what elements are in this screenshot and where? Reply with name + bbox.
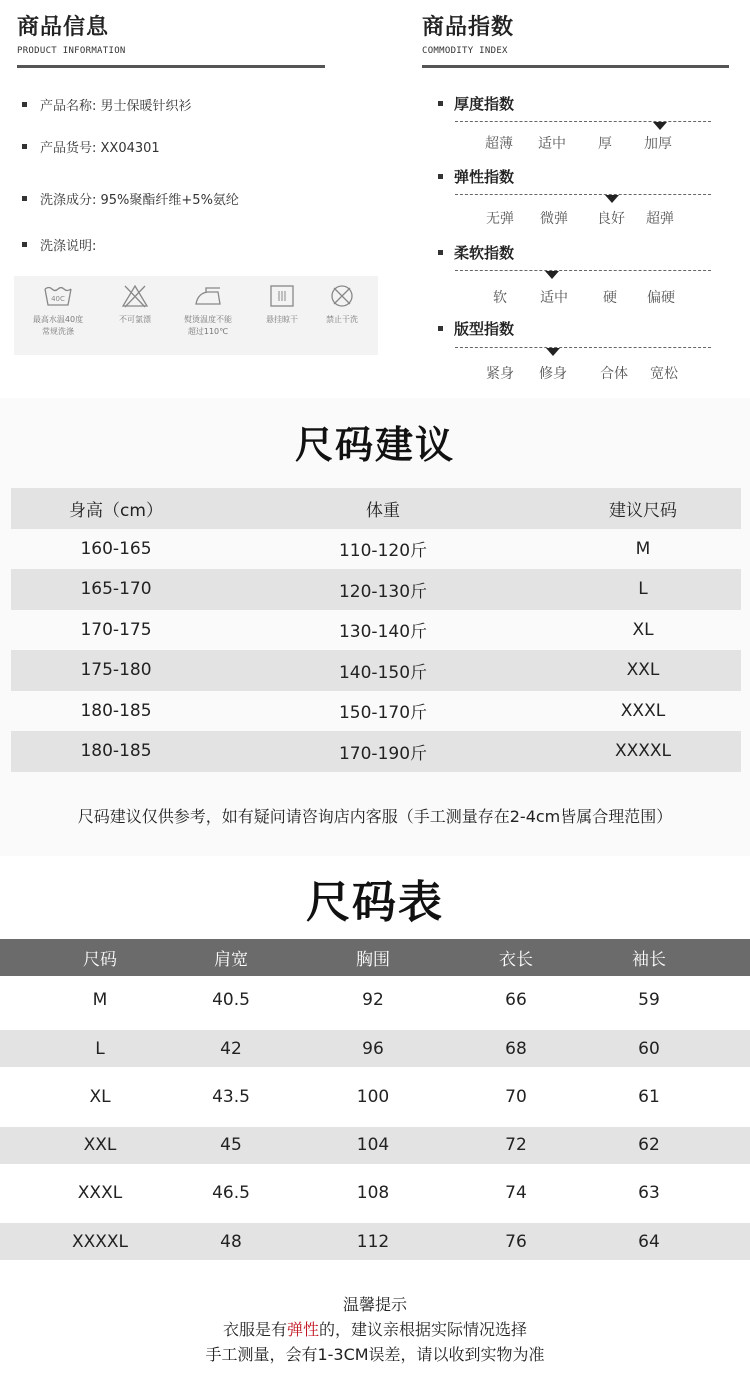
- info-item-label: 产品货号: XX04301: [40, 141, 160, 156]
- table-cell: 175-180: [80, 660, 152, 681]
- table-cell: L: [638, 579, 648, 600]
- care-caption: 最高水温40度 常规洗涤: [32, 315, 84, 336]
- table-cell: 104: [356, 1135, 390, 1155]
- table-row: [11, 569, 741, 610]
- index-option: 合体: [600, 366, 628, 382]
- index-option: 厚: [598, 136, 612, 152]
- table-row: [0, 1127, 750, 1164]
- table-cell: 66: [505, 990, 527, 1011]
- commodity-index-title: 商品指数: [422, 15, 515, 40]
- table-row: [0, 976, 750, 1025]
- header-cell: 体重: [366, 500, 400, 521]
- tips-line-1: [0, 1317, 750, 1342]
- index-option: 超弹: [646, 211, 674, 227]
- table-cell: 100: [356, 1086, 390, 1107]
- table-cell: 74: [505, 1183, 527, 1204]
- table-row: [11, 691, 741, 732]
- size-chart-table: [0, 939, 750, 1266]
- tips-line-2: 手工测量，会有1-3CM误差，请以收到实物为准: [205, 1345, 545, 1364]
- size-chart-title: 尺码表: [306, 877, 444, 928]
- index-option: 紧身: [486, 366, 514, 382]
- tips-text: 的，建议亲根据实际情况选择: [319, 1320, 528, 1339]
- table-cell: 48: [220, 1231, 242, 1252]
- index-scale-line: [455, 121, 711, 122]
- table-cell: 43.5: [212, 1086, 250, 1107]
- info-item-sku: [22, 137, 160, 156]
- index-option: 偏硬: [647, 290, 675, 306]
- table-header: [0, 939, 750, 976]
- table-cell: 45: [220, 1135, 242, 1155]
- index-option: 微弹: [540, 211, 568, 227]
- product-overview: [0, 0, 750, 398]
- table-cell: XXL: [626, 660, 660, 681]
- bullet: [438, 326, 443, 331]
- table-cell: 63: [638, 1183, 660, 1204]
- product-info-title: 商品信息: [17, 15, 110, 40]
- info-item-label: 洗涤成分: 95%聚酯纤维+5%氨纶: [40, 193, 239, 208]
- index-label: 弹性指数: [454, 168, 515, 186]
- warm-tips: [0, 1292, 750, 1367]
- table-cell: 61: [638, 1086, 660, 1107]
- table-row: [11, 529, 741, 570]
- header-cell: 建议尺码: [609, 500, 677, 521]
- index-label: 柔软指数: [454, 244, 515, 262]
- table-cell: 60: [638, 1038, 660, 1059]
- info-item-name: [22, 95, 192, 114]
- index-fit: [438, 318, 514, 339]
- bullet: [22, 102, 27, 107]
- table-cell: 120-130斤: [338, 581, 428, 602]
- size-advice-section: [0, 398, 750, 856]
- index-softness: [438, 242, 514, 263]
- tips-text: 衣服是有: [222, 1320, 287, 1339]
- index-label: 厚度指数: [454, 95, 515, 113]
- table-cell: M: [92, 990, 108, 1011]
- index-option: 适中: [540, 290, 568, 306]
- table-cell: 72: [505, 1135, 527, 1155]
- no-dry-clean-icon: [328, 283, 356, 309]
- tips-title: 温馨提示: [342, 1295, 407, 1314]
- table-cell: 180-185: [80, 700, 152, 721]
- table-row: [11, 650, 741, 691]
- iron-icon: [192, 283, 224, 309]
- care-item: [172, 276, 244, 338]
- table-cell: M: [635, 538, 651, 559]
- size-advice-note: 尺码建议仅供参考，如有疑问请咨询店内客服（手工测量存在2-4cm皆属合理范围）: [77, 807, 673, 826]
- table-row: [0, 1223, 750, 1260]
- table-cell: 68: [505, 1038, 527, 1059]
- table-cell: 160-165: [80, 538, 152, 559]
- table-cell: 59: [638, 990, 660, 1011]
- table-cell: 112: [356, 1231, 390, 1252]
- svg-text:40C: 40C: [51, 295, 65, 303]
- table-cell: 165-170: [80, 579, 152, 600]
- table-cell: XXL: [83, 1135, 117, 1155]
- table-cell: 64: [638, 1231, 660, 1252]
- index-marker: [605, 195, 619, 203]
- index-option: 加厚: [644, 136, 672, 152]
- care-caption: 熨烫温度不能 超过110℃: [184, 315, 232, 336]
- index-marker: [653, 122, 667, 130]
- table-cell: 42: [220, 1038, 242, 1059]
- index-marker: [546, 348, 560, 356]
- bullet: [438, 174, 443, 179]
- table-row: [11, 731, 741, 772]
- header-cell: 尺码: [83, 950, 117, 970]
- no-bleach-icon: [120, 283, 150, 309]
- index-option: 超薄: [485, 136, 513, 152]
- table-cell: 110-120斤: [338, 541, 428, 562]
- table-cell: 92: [362, 990, 384, 1011]
- table-cell: 76: [505, 1231, 527, 1252]
- table-cell: 170-175: [80, 619, 152, 640]
- table-cell: 96: [362, 1038, 384, 1059]
- info-item-care: [22, 235, 96, 254]
- table-row: [11, 610, 741, 651]
- header-cell: 肩宽: [214, 950, 248, 970]
- commodity-index-divider: [422, 65, 729, 68]
- table-cell: 108: [356, 1183, 390, 1204]
- table-cell: 140-150斤: [338, 662, 428, 683]
- table-cell: XXXXL: [71, 1231, 129, 1252]
- care-item: [99, 276, 171, 326]
- table-cell: 70: [505, 1086, 527, 1107]
- table-cell: XXXL: [77, 1183, 123, 1204]
- size-advice-table: [11, 488, 741, 772]
- bullet: [22, 196, 27, 201]
- index-label: 版型指数: [454, 320, 515, 338]
- index-scale-line: [455, 270, 711, 271]
- index-option: 宽松: [650, 366, 678, 382]
- table-cell: 130-140斤: [338, 622, 428, 643]
- commodity-index-subtitle: COMMODITY INDEX: [422, 46, 508, 56]
- table-cell: 170-190斤: [338, 743, 428, 764]
- header-cell: 胸围: [356, 950, 390, 970]
- index-scale-line: [455, 347, 711, 348]
- table-cell: 150-170斤: [338, 703, 428, 724]
- care-item: [22, 276, 94, 338]
- index-option: 软: [493, 290, 507, 306]
- info-item-label: 洗涤说明:: [40, 239, 97, 254]
- index-elasticity: [438, 166, 514, 187]
- table-cell: 46.5: [212, 1183, 250, 1204]
- index-thickness: [438, 93, 514, 114]
- info-item-label: 产品名称: 男士保暖针织衫: [40, 99, 192, 114]
- size-advice-title: 尺码建议: [294, 423, 455, 467]
- index-option: 良好: [597, 211, 625, 227]
- table-cell: XL: [89, 1086, 111, 1107]
- table-cell: XXXL: [620, 700, 666, 721]
- table-cell: 40.5: [212, 990, 250, 1011]
- table-cell: XL: [632, 619, 654, 640]
- table-cell: 62: [638, 1135, 660, 1155]
- hang-dry-icon: [268, 283, 296, 309]
- table-cell: L: [95, 1038, 105, 1059]
- bullet: [438, 250, 443, 255]
- care-instructions: [14, 276, 378, 355]
- table-cell: XXXXL: [614, 741, 672, 762]
- table-cell: 180-185: [80, 741, 152, 762]
- index-option: 修身: [539, 366, 567, 382]
- info-item-material: [22, 189, 239, 208]
- tips-highlight: 弹性: [286, 1320, 319, 1339]
- index-option: 适中: [538, 136, 566, 152]
- bullet: [22, 144, 27, 149]
- bullet: [438, 101, 443, 106]
- index-scale-line: [455, 194, 711, 195]
- care-caption: 禁止干洗: [326, 315, 358, 324]
- table-row: [0, 1169, 750, 1218]
- care-caption: 悬挂晾干: [266, 315, 298, 324]
- care-caption: 不可氯漂: [119, 315, 151, 324]
- table-header: [11, 488, 741, 529]
- care-item: [306, 276, 378, 326]
- header-cell: 衣长: [499, 950, 533, 970]
- bullet: [22, 242, 27, 247]
- index-option: 无弹: [486, 211, 514, 227]
- product-info-subtitle: PRODUCT INFORMATION: [17, 46, 126, 56]
- index-option: 硬: [603, 290, 617, 306]
- index-marker: [545, 271, 559, 279]
- product-info-divider: [17, 65, 325, 68]
- table-row: [0, 1030, 750, 1067]
- header-cell: 身高（cm）: [69, 500, 163, 521]
- wash-40-icon: [43, 283, 73, 309]
- table-row: [0, 1073, 750, 1122]
- header-cell: 袖长: [632, 950, 666, 970]
